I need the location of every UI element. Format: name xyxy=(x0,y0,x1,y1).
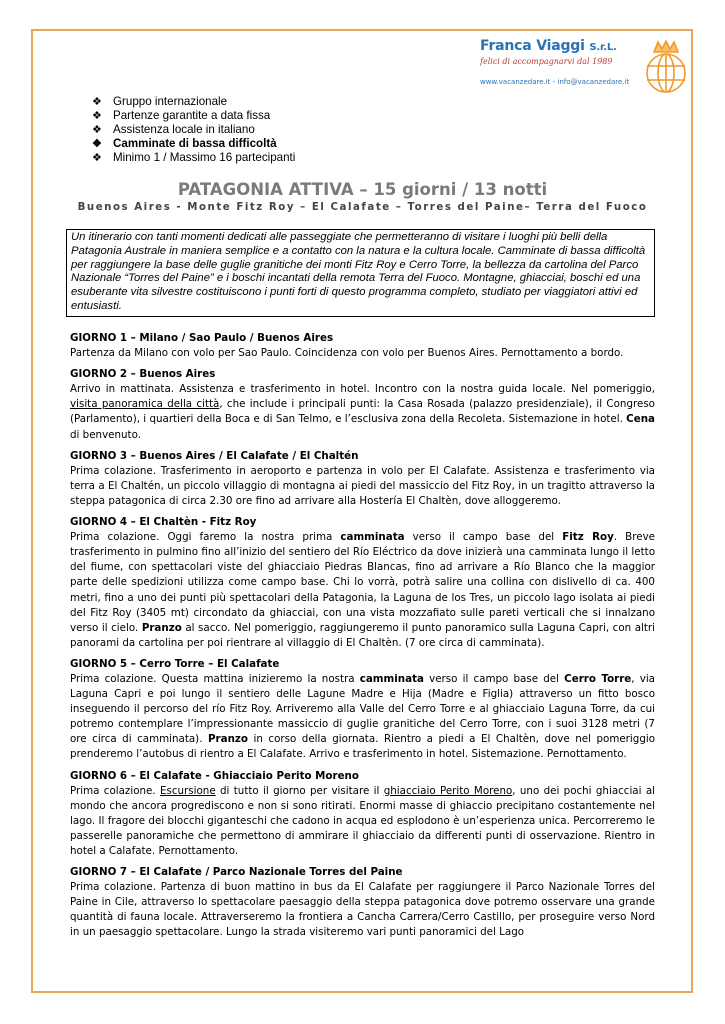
highlight-text: Camminate di bassa difficoltà xyxy=(113,137,277,150)
day-text-run: , che include i principali punti: la Casa Rosada (palazzo presidenziale), il Congreso (Parlamento), i quartieri della Boca e di San Telmo, e l’esclusiva zona della Recoleta. Sistemazione in hotel. xyxy=(70,398,655,426)
logo-name-text: Franca Viaggi xyxy=(480,38,585,54)
day-description xyxy=(70,464,655,509)
day-title: GIORNO 1 – Milano / Sao Paulo / Buenos Aires xyxy=(70,332,334,344)
day-description xyxy=(70,880,655,940)
day-description xyxy=(70,530,655,651)
day-text-bold: Pranzo xyxy=(141,621,182,634)
intro-box: Un itinerario con tanti momenti dedicati alle passeggiate che permetteranno di visitare i luoghi più belli della Patagonia Australe in maniera semplice e a contatto con la natura e la cultura locale. Camminate di bassa difficoltà per raggiungere la base delle guglie granitiche dei monti Fitz Roy e Cerro Torre, la bellezza da cartolina del Parco Nazionale “Torres del Paine” e i boschi incantati della remota Terra del Fuoco. Montagne, ghiacciai, boschi ed una esuberante vita silvestre costituiscono i punti forti di questo programma completo, studiato per viaggiatori attivi ed entusiasti. xyxy=(66,229,655,317)
day-title: GIORNO 3 – Buenos Aires / El Calafate / El Chaltén xyxy=(70,449,359,462)
day-text-bold: Cena xyxy=(626,413,655,426)
day-text-run: di tutto il giorno per visitare il xyxy=(215,784,384,797)
day-text-run: Prima colazione. Oggi faremo la nostra prima xyxy=(70,531,341,544)
diamond-bullet-icon: ❖ xyxy=(92,138,102,150)
diamond-bullet-icon: ❖ xyxy=(92,110,102,122)
day-text-run: Arrivo in mattinata. Assistenza e trasferimento in hotel. Incontro con la nostra guida locale. Nel pomeriggio, xyxy=(70,383,655,396)
day-text-run: Prima colazione. Questa mattina inizieremo la nostra xyxy=(70,672,360,685)
highlight-item xyxy=(92,109,295,123)
day-text-underlined: Escursione xyxy=(159,784,216,797)
day-text-underlined: visita panoramica della città xyxy=(70,398,220,411)
day-text-underlined: ghiacciaio Perito Moreno xyxy=(383,784,513,797)
highlight-text: Minimo 1 / Massimo 16 partecipanti xyxy=(113,151,296,164)
day-title: GIORNO 7 – El Calafate / Parco Nazionale Torres del Paine xyxy=(70,866,403,879)
highlight-text: Partenze garantite a data fissa xyxy=(113,109,271,122)
logo-name xyxy=(480,38,617,54)
highlight-item xyxy=(92,123,295,137)
itinerary-day xyxy=(70,367,655,442)
day-description xyxy=(70,382,655,442)
day-text-run: Prima colazione. xyxy=(70,784,160,797)
day-description xyxy=(70,784,655,859)
day-text-run: Prima colazione. Trasferimento in aeroporto e partenza in volo per El Calafate. Assistenza e trasferimento via terra a El Chaltén, un piccolo villaggio di montagna ai piedi del massiccio del Fitz Roy, in un tragitto attraverso la steppa patagonica di circa 2.30 ore fino ad arrivare alla Hostería El Chaltèn, dove alloggeremo. xyxy=(70,464,655,507)
day-text-run: Partenza da Milano con volo per Sao Paulo. Coincidenza con volo per Buenos Aires. Pernottamento a bordo. xyxy=(70,347,624,360)
day-title: GIORNO 4 – El Chaltèn - Fitz Roy xyxy=(70,516,257,529)
day-text-run: . Breve trasferimento in pulmino fino all’inizio del sentiero del Río Eléctrico da dove inizierà una camminata lungo il letto del fiume, con spettacolari viste del ghiacciaio Piedras Blancas, fino ad arrivare a Río Blanco che la maggior parte delle spedizioni utilizza come campo base. Chi lo vorrà, potrà salire una collina con dislivello di ca. 400 metri, fino a uno dei punti più spettacolari della Patagonia, la Laguna de los Tres, un piccolo lago isolata ai piedi del Fitz Roy (3405 mt) circondato da ghiacciai, con una vista mozzafiato sulle pareti verticali che si innalzano verso il cielo. xyxy=(70,531,655,634)
diamond-bullet-icon: ❖ xyxy=(92,96,102,108)
globe-crown-icon xyxy=(640,40,692,94)
logo-suffix: S.r.L. xyxy=(589,42,617,53)
day-text-bold: Fitz Roy xyxy=(562,531,614,544)
highlight-text: Assistenza locale in italiano xyxy=(113,123,255,136)
day-text-run: al sacco. Nel pomeriggio, raggiungeremo il punto panoramico sulla Laguna Capri, con altri panorami da cartolina per poi rientrare al villaggio di El Chaltèn. (7 ore circa di camminata). xyxy=(70,621,656,649)
day-text-run: di benvenuto. xyxy=(70,428,141,441)
day-title: GIORNO 2 – Buenos Aires xyxy=(70,368,216,381)
highlight-item xyxy=(92,137,295,151)
diamond-bullet-icon: ❖ xyxy=(92,152,102,164)
highlight-text: Gruppo internazionale xyxy=(113,95,228,108)
logo-contacts: www.vacanzedare.it - info@vacanzedare.it xyxy=(480,78,630,86)
day-title: GIORNO 6 – El Calafate - Ghiacciaio Perito Moreno xyxy=(70,769,359,782)
itinerary-day xyxy=(70,331,655,361)
day-text-run: verso il campo base del xyxy=(404,531,563,544)
day-text-run: , via Laguna Capri e poi lungo il sentiero delle Lagune Madre e Hija (Madre e Figlia) attraverso un fitto bosco inseguendo il percorso del río Fitz Roy. Arriveremo alla Valle del Cerro Torre e al ghiacciaio Laguna Torre, da cui potremo contemplare l’impressionante massiccio di guglie granitiche del Cerro Torre, con i suoi 3128 metri (7 ore circa di camminata). xyxy=(70,672,655,746)
itinerary-day xyxy=(70,657,655,763)
day-text-bold: camminata xyxy=(340,531,405,544)
day-description xyxy=(70,672,655,763)
highlights-list xyxy=(92,95,295,165)
itinerary-day xyxy=(70,865,655,940)
day-text-run: , uno dei pochi ghiacciai al mondo che ancora progrediscono e non si sono ritirati. Enormi masse di ghiaccio precipitano costantemente nel lago. Il fragore dei blocchi giganteschi che cadono in acqua ed esplodono è un’esperienza unica. Percorreremo le passerelle panoramiche che permettono di ammirare il ghiacciaio da differenti punti di osservazione. Rientro in hotel a Calafate. Pernottamento. xyxy=(70,784,655,857)
logo-tagline: felici di accompagnarvi dal 1989 xyxy=(480,57,613,66)
highlight-item xyxy=(92,151,295,165)
itinerary-day xyxy=(70,769,655,860)
highlight-item xyxy=(92,95,295,109)
trip-title: PATAGONIA ATTIVA – 15 giorni / 13 notti xyxy=(177,180,548,199)
itinerary-days xyxy=(70,331,655,947)
day-text-bold: Pranzo xyxy=(208,733,248,746)
day-text-run: in corso della giornata. Rientro a piedi a El Chaltèn, dove nel pomeriggio prenderemo l’autobus di rientro a El Calafate. Arrivo e trasferimento in hotel. Sistemazione. Pernottamento. xyxy=(70,733,656,761)
day-title: GIORNO 5 – Cerro Torre – El Calafate xyxy=(70,657,280,670)
itinerary-day xyxy=(70,449,655,509)
trip-route: Buenos Aires - Monte Fitz Roy – El Calafate – Torres del Paine– Terra del Fuoco xyxy=(77,202,648,213)
day-text-run: verso il campo base del xyxy=(423,672,565,685)
itinerary-day xyxy=(70,515,655,651)
diamond-bullet-icon: ❖ xyxy=(92,124,102,136)
day-text-bold: Cerro Torre xyxy=(564,672,632,685)
company-logo xyxy=(476,38,696,98)
day-description xyxy=(70,346,655,361)
day-text-bold: camminata xyxy=(359,672,424,685)
day-text-run: Prima colazione. Partenza di buon mattino in bus da El Calafate per raggiungere il Parco Nazionale Torres del Paine in Cile, attraverso lo spettacolare paesaggio della steppa patagonica dove potremo osservare una grande quantità di fauna locale. Attraverseremo la frontiera a Cancha Carrera/Cerro Castillo, per proseguire verso Nord in un paesaggio spettacolare. Lungo la strada visiteremo vari punti panoramici del Lago xyxy=(70,881,655,939)
